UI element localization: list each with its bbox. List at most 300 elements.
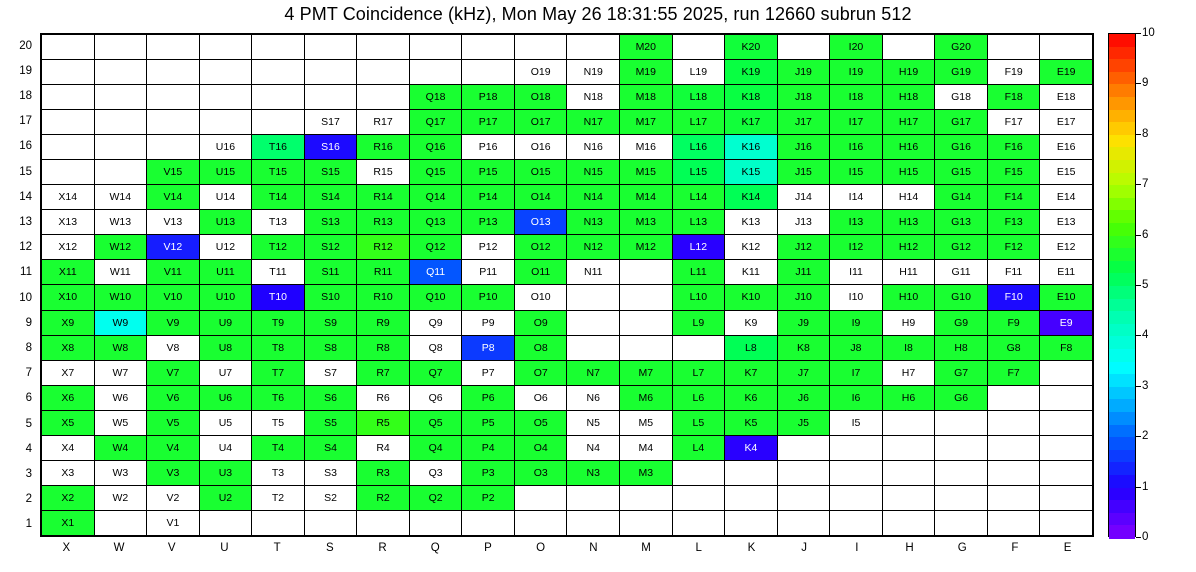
heatmap-cell: S13 xyxy=(304,210,357,235)
heatmap-cell-empty xyxy=(987,410,1040,435)
heatmap-cell: P9 xyxy=(462,310,515,335)
heatmap-cell: E16 xyxy=(1040,135,1093,160)
heatmap-cell: S16 xyxy=(304,135,357,160)
x-axis-tick-label: L xyxy=(695,542,702,554)
x-axis-tick-label: J xyxy=(801,542,808,554)
heatmap-cell: J15 xyxy=(777,160,830,185)
heatmap-cell-empty xyxy=(987,35,1040,60)
heatmap-cell: T13 xyxy=(252,210,305,235)
heatmap-cell-empty xyxy=(147,35,200,60)
heatmap-cell: T2 xyxy=(252,485,305,510)
colorbar-labels xyxy=(1138,27,1178,543)
heatmap-cell-empty xyxy=(725,510,778,535)
colorbar-segment xyxy=(1109,362,1135,375)
colorbar-segment xyxy=(1109,412,1135,425)
heatmap-cell-empty xyxy=(252,85,305,110)
heatmap-cell: G7 xyxy=(935,360,988,385)
heatmap-cell-empty xyxy=(304,85,357,110)
colorbar-tick-label: 10 xyxy=(1142,27,1155,39)
heatmap-cell: G8 xyxy=(987,335,1040,360)
heatmap-cell: Q4 xyxy=(409,435,462,460)
heatmap-cell-empty xyxy=(462,35,515,60)
colorbar-tick-label: 4 xyxy=(1142,329,1149,342)
heatmap-cell: Q16 xyxy=(409,135,462,160)
heatmap-cell: V8 xyxy=(147,335,200,360)
heatmap-cell-empty xyxy=(94,60,147,85)
heatmap-cell: V6 xyxy=(147,385,200,410)
heatmap-cell: X6 xyxy=(42,385,95,410)
heatmap-cell-empty xyxy=(462,60,515,85)
heatmap-cell: E11 xyxy=(1040,260,1093,285)
heatmap-cell: N4 xyxy=(567,435,620,460)
heatmap-cell-empty xyxy=(987,460,1040,485)
heatmap-cell: F11 xyxy=(987,260,1040,285)
heatmap-cell: N6 xyxy=(567,385,620,410)
heatmap-cell-empty xyxy=(252,60,305,85)
y-axis-tick-label: 7 xyxy=(25,367,32,380)
heatmap-cell: H15 xyxy=(882,160,935,185)
colorbar-tick-mark xyxy=(1136,537,1141,538)
heatmap-cell: F8 xyxy=(1040,335,1093,360)
x-axis-tick-label: H xyxy=(905,542,914,554)
heatmap-cell-empty xyxy=(882,460,935,485)
heatmap-cell: X8 xyxy=(42,335,95,360)
heatmap-cell: N7 xyxy=(567,360,620,385)
heatmap-cell: G10 xyxy=(935,285,988,310)
heatmap-cell: S4 xyxy=(304,435,357,460)
x-axis-tick-label: S xyxy=(326,542,334,554)
colorbar xyxy=(1108,33,1136,537)
heatmap-cell-empty xyxy=(1040,435,1093,460)
heatmap-cell: N3 xyxy=(567,460,620,485)
heatmap-cell-empty xyxy=(199,85,252,110)
colorbar-segment xyxy=(1109,349,1135,362)
heatmap-cell: J18 xyxy=(777,85,830,110)
colorbar-segment xyxy=(1109,248,1135,261)
heatmap-cell-empty xyxy=(672,335,725,360)
heatmap-row xyxy=(42,135,1093,160)
heatmap-cell: X10 xyxy=(42,285,95,310)
heatmap-cell-empty xyxy=(567,485,620,510)
heatmap-cell: L19 xyxy=(672,60,725,85)
heatmap-cell: Q15 xyxy=(409,160,462,185)
heatmap-cell: K19 xyxy=(725,60,778,85)
heatmap-cell: F15 xyxy=(987,160,1040,185)
x-axis-tick-label: Q xyxy=(430,542,440,554)
heatmap-cell: N17 xyxy=(567,110,620,135)
heatmap-cell: J16 xyxy=(777,135,830,160)
heatmap-cell-empty xyxy=(567,335,620,360)
heatmap-cell: S15 xyxy=(304,160,357,185)
heatmap-cell: L11 xyxy=(672,260,725,285)
heatmap-cell-empty xyxy=(304,60,357,85)
heatmap-cell: P13 xyxy=(462,210,515,235)
colorbar-segment xyxy=(1109,160,1135,173)
heatmap-cell: R15 xyxy=(357,160,410,185)
heatmap-cell: X9 xyxy=(42,310,95,335)
y-axis-tick-label: 1 xyxy=(25,518,32,531)
chart-title: 4 PMT Coincidence (kHz), Mon May 26 18:31:55 2025, run 12660 subrun 512 xyxy=(284,4,912,24)
heatmap-cell-empty xyxy=(672,510,725,535)
heatmap-cell: O13 xyxy=(514,210,567,235)
heatmap-cell: P5 xyxy=(462,410,515,435)
y-axis-tick-label: 17 xyxy=(19,115,32,128)
heatmap-cell: L4 xyxy=(672,435,725,460)
heatmap-cell: Q3 xyxy=(409,460,462,485)
heatmap-cell: U5 xyxy=(199,410,252,435)
heatmap-cell: J6 xyxy=(777,385,830,410)
heatmap-cell: H14 xyxy=(882,185,935,210)
x-axis-tick-label: X xyxy=(62,542,71,554)
heatmap-cell: F7 xyxy=(987,360,1040,385)
heatmap-cell-empty xyxy=(620,510,673,535)
colorbar-segment xyxy=(1109,122,1135,135)
y-axis-tick-label: 3 xyxy=(25,468,32,480)
colorbar-tick-label: 9 xyxy=(1142,77,1149,90)
heatmap-cell: I10 xyxy=(830,285,883,310)
heatmap-cell: K16 xyxy=(725,135,778,160)
heatmap-cell-empty xyxy=(199,510,252,535)
colorbar-segment xyxy=(1109,488,1135,501)
colorbar-segment xyxy=(1109,147,1135,160)
heatmap-row xyxy=(42,185,1093,210)
heatmap-cell-empty xyxy=(94,110,147,135)
heatmap-cell: X1 xyxy=(42,510,95,535)
heatmap-cell: X11 xyxy=(42,260,95,285)
heatmap-cell: X3 xyxy=(42,460,95,485)
x-axis-tick-label: K xyxy=(747,542,756,554)
heatmap-cell-empty xyxy=(42,85,95,110)
heatmap-cell: N5 xyxy=(567,410,620,435)
x-axis-tick-label: E xyxy=(1063,542,1072,554)
heatmap-cell: F9 xyxy=(987,310,1040,335)
heatmap-cell: M7 xyxy=(620,360,673,385)
heatmap-cell: V9 xyxy=(147,310,200,335)
heatmap-cell: N15 xyxy=(567,160,620,185)
heatmap-cell: U13 xyxy=(199,210,252,235)
heatmap-cell: Q8 xyxy=(409,335,462,360)
heatmap-cell: P11 xyxy=(462,260,515,285)
heatmap-cell: X4 xyxy=(42,435,95,460)
heatmap-cell: U14 xyxy=(199,185,252,210)
heatmap-cell: V4 xyxy=(147,435,200,460)
heatmap-cell: J7 xyxy=(777,360,830,385)
heatmap-cell: M15 xyxy=(620,160,673,185)
heatmap-cell: F16 xyxy=(987,135,1040,160)
heatmap-cell: H8 xyxy=(935,335,988,360)
heatmap-cell: T6 xyxy=(252,385,305,410)
heatmap-cell: T4 xyxy=(252,435,305,460)
heatmap-cell: W9 xyxy=(94,310,147,335)
heatmap-cell-empty xyxy=(42,110,95,135)
colorbar-segment xyxy=(1109,286,1135,299)
heatmap-cell: N19 xyxy=(567,60,620,85)
y-axis-tick-label: 14 xyxy=(19,190,32,203)
heatmap-cell: K15 xyxy=(725,160,778,185)
heatmap-cell: I7 xyxy=(830,360,883,385)
heatmap-cell: L8 xyxy=(725,335,778,360)
heatmap-cell: M12 xyxy=(620,235,673,260)
x-axis-tick-label: U xyxy=(220,542,229,554)
heatmap-cell-empty xyxy=(725,460,778,485)
y-axis-tick-label: 8 xyxy=(25,342,32,354)
heatmap-cell: G6 xyxy=(935,385,988,410)
heatmap-cell: U3 xyxy=(199,460,252,485)
heatmap-cell: T8 xyxy=(252,335,305,360)
x-axis-tick-label: N xyxy=(589,542,598,554)
heatmap-cell-empty xyxy=(882,435,935,460)
heatmap-cell: L16 xyxy=(672,135,725,160)
heatmap-cell: E19 xyxy=(1040,60,1093,85)
heatmap-cell: W11 xyxy=(94,260,147,285)
heatmap-cell: M20 xyxy=(620,35,673,60)
heatmap-cell: M5 xyxy=(620,410,673,435)
heatmap-cell: P4 xyxy=(462,435,515,460)
heatmap-cell: K17 xyxy=(725,110,778,135)
heatmap-cell: J11 xyxy=(777,260,830,285)
colorbar-tick-label: 8 xyxy=(1142,127,1149,140)
heatmap-cell: W8 xyxy=(94,335,147,360)
heatmap-cell: J19 xyxy=(777,60,830,85)
heatmap-cell-empty xyxy=(1040,485,1093,510)
x-axis-tick-label: O xyxy=(536,542,546,554)
heatmap-cell: K20 xyxy=(725,35,778,60)
heatmap-cell-empty xyxy=(830,460,883,485)
heatmap-cell: O17 xyxy=(514,110,567,135)
heatmap-cell: M17 xyxy=(620,110,673,135)
heatmap-cell: G19 xyxy=(935,60,988,85)
heatmap-cell: R13 xyxy=(357,210,410,235)
heatmap-row xyxy=(42,460,1093,485)
heatmap-cell: J8 xyxy=(830,335,883,360)
colorbar-segment xyxy=(1109,34,1135,47)
heatmap-cell: H6 xyxy=(882,385,935,410)
heatmap-cell-empty xyxy=(462,510,515,535)
heatmap-cell-empty xyxy=(567,510,620,535)
heatmap-cell: V3 xyxy=(147,460,200,485)
x-axis-tick-label: I xyxy=(855,542,859,554)
colorbar-tick-label: 1 xyxy=(1142,480,1149,493)
colorbar-segment xyxy=(1109,425,1135,438)
heatmap-cell-empty xyxy=(882,510,935,535)
heatmap-cell: S9 xyxy=(304,310,357,335)
heatmap-cell: J12 xyxy=(777,235,830,260)
heatmap-cell: M16 xyxy=(620,135,673,160)
heatmap-cell: H16 xyxy=(882,135,935,160)
heatmap-cell: K4 xyxy=(725,435,778,460)
heatmap-cell-empty xyxy=(147,60,200,85)
heatmap-cell-empty xyxy=(987,435,1040,460)
heatmap-cell: P7 xyxy=(462,360,515,385)
heatmap-cell: M14 xyxy=(620,185,673,210)
heatmap-cell: I15 xyxy=(830,160,883,185)
heatmap-cell: Q14 xyxy=(409,185,462,210)
heatmap-row xyxy=(42,60,1093,85)
heatmap-cell: G11 xyxy=(935,260,988,285)
heatmap-cell: Q2 xyxy=(409,485,462,510)
colorbar-tick-label: 7 xyxy=(1142,178,1149,191)
heatmap-cell: M18 xyxy=(620,85,673,110)
heatmap-cell: H7 xyxy=(882,360,935,385)
heatmap-cell: Q5 xyxy=(409,410,462,435)
heatmap-cell: O3 xyxy=(514,460,567,485)
heatmap-cell: T10 xyxy=(252,285,305,310)
heatmap-cell: I5 xyxy=(830,410,883,435)
y-axis-tick-label: 15 xyxy=(19,165,32,178)
heatmap-cell-empty xyxy=(830,435,883,460)
colorbar-segment xyxy=(1109,500,1135,513)
heatmap-cell: G14 xyxy=(935,185,988,210)
y-axis-labels xyxy=(0,33,36,537)
heatmap-cell: G18 xyxy=(935,85,988,110)
heatmap-plot xyxy=(40,33,1094,537)
heatmap-cell-empty xyxy=(672,35,725,60)
heatmap-cell: R11 xyxy=(357,260,410,285)
colorbar-segment xyxy=(1109,462,1135,475)
heatmap-cell-empty xyxy=(777,485,830,510)
heatmap-cell: P16 xyxy=(462,135,515,160)
heatmap-cell: E17 xyxy=(1040,110,1093,135)
heatmap-cell: G17 xyxy=(935,110,988,135)
heatmap-cell: E10 xyxy=(1040,285,1093,310)
heatmap-cell: L17 xyxy=(672,110,725,135)
heatmap-cell: S7 xyxy=(304,360,357,385)
heatmap-cell: L10 xyxy=(672,285,725,310)
colorbar-segment xyxy=(1109,223,1135,236)
colorbar-segment xyxy=(1109,97,1135,110)
colorbar-tick-label: 2 xyxy=(1142,430,1149,443)
heatmap-cell-empty xyxy=(777,460,830,485)
heatmap-cell: G15 xyxy=(935,160,988,185)
heatmap-cell: U10 xyxy=(199,285,252,310)
heatmap-cell: P18 xyxy=(462,85,515,110)
heatmap-cell: R6 xyxy=(357,385,410,410)
heatmap-cell: R14 xyxy=(357,185,410,210)
heatmap-cell: S8 xyxy=(304,335,357,360)
colorbar-segment xyxy=(1109,185,1135,198)
heatmap-row xyxy=(42,310,1093,335)
heatmap-cell: H13 xyxy=(882,210,935,235)
heatmap-cell: L18 xyxy=(672,85,725,110)
heatmap-cell: K6 xyxy=(725,385,778,410)
heatmap-cell: E9 xyxy=(1040,310,1093,335)
heatmap-cell: R5 xyxy=(357,410,410,435)
colorbar-segment xyxy=(1109,387,1135,400)
heatmap-cell: Q17 xyxy=(409,110,462,135)
heatmap-cell: H17 xyxy=(882,110,935,135)
heatmap-cell: U7 xyxy=(199,360,252,385)
heatmap-cell: H11 xyxy=(882,260,935,285)
heatmap-row xyxy=(42,210,1093,235)
heatmap-cell: K18 xyxy=(725,85,778,110)
heatmap-cell: U9 xyxy=(199,310,252,335)
heatmap-cell: W6 xyxy=(94,385,147,410)
heatmap-cell: I20 xyxy=(830,35,883,60)
colorbar-tick-label: 0 xyxy=(1142,531,1149,543)
heatmap-cell: M3 xyxy=(620,460,673,485)
heatmap-cell-empty xyxy=(199,60,252,85)
heatmap-cell: V1 xyxy=(147,510,200,535)
heatmap-cell: G16 xyxy=(935,135,988,160)
heatmap-cell-empty xyxy=(304,510,357,535)
colorbar-segment xyxy=(1109,437,1135,450)
heatmap-row xyxy=(42,485,1093,510)
heatmap-cell: W10 xyxy=(94,285,147,310)
heatmap-cell: O9 xyxy=(514,310,567,335)
heatmap-cell: N12 xyxy=(567,235,620,260)
y-axis-tick-label: 11 xyxy=(20,266,32,279)
heatmap-cell-empty xyxy=(777,35,830,60)
heatmap-cell-empty xyxy=(409,60,462,85)
colorbar-segment xyxy=(1109,236,1135,249)
heatmap-cell-empty xyxy=(94,135,147,160)
heatmap-cell: R3 xyxy=(357,460,410,485)
heatmap-cell: O10 xyxy=(514,285,567,310)
heatmap-cell: I19 xyxy=(830,60,883,85)
y-axis-tick-label: 4 xyxy=(25,442,32,455)
colorbar-segment xyxy=(1109,324,1135,337)
heatmap-cell: R17 xyxy=(357,110,410,135)
heatmap-cell-empty xyxy=(935,460,988,485)
heatmap-cell: G20 xyxy=(935,35,988,60)
heatmap-cell: J17 xyxy=(777,110,830,135)
heatmap-cell-empty xyxy=(935,410,988,435)
heatmap-cell: W2 xyxy=(94,485,147,510)
x-axis-tick-label: T xyxy=(273,542,281,554)
y-axis-tick-label: 9 xyxy=(25,316,32,329)
heatmap-cell: U11 xyxy=(199,260,252,285)
heatmap-cell: J14 xyxy=(777,185,830,210)
heatmap-row xyxy=(42,435,1093,460)
heatmap-cell: M6 xyxy=(620,385,673,410)
y-axis-tick-label: 16 xyxy=(19,140,32,153)
heatmap-cell: H10 xyxy=(882,285,935,310)
heatmap-cell: U16 xyxy=(199,135,252,160)
heatmap-cell: Q9 xyxy=(409,310,462,335)
x-axis-tick-label: V xyxy=(167,542,176,554)
heatmap-cell: J10 xyxy=(777,285,830,310)
heatmap-cell: O16 xyxy=(514,135,567,160)
heatmap-cell-empty xyxy=(357,35,410,60)
colorbar-segment xyxy=(1109,299,1135,312)
heatmap-cell-empty xyxy=(357,60,410,85)
heatmap-cell-empty xyxy=(620,285,673,310)
heatmap-cell-empty xyxy=(147,110,200,135)
heatmap-cell-empty xyxy=(42,60,95,85)
heatmap-cell: R7 xyxy=(357,360,410,385)
colorbar-tick-label: 3 xyxy=(1142,379,1149,392)
heatmap-cell: F10 xyxy=(987,285,1040,310)
colorbar-segment xyxy=(1109,261,1135,274)
heatmap-cell-empty xyxy=(830,510,883,535)
heatmap-cell: Q18 xyxy=(409,85,462,110)
heatmap-cell: W14 xyxy=(94,185,147,210)
heatmap-cell: O7 xyxy=(514,360,567,385)
heatmap-cell-empty xyxy=(94,160,147,185)
y-axis-tick-label: 20 xyxy=(19,39,32,52)
heatmap-cell: O11 xyxy=(514,260,567,285)
colorbar-segment xyxy=(1109,47,1135,60)
heatmap-cell: Q10 xyxy=(409,285,462,310)
y-axis-tick-label: 13 xyxy=(19,216,32,228)
heatmap-cell-empty xyxy=(830,485,883,510)
colorbar-segment xyxy=(1109,72,1135,85)
colorbar-segment xyxy=(1109,110,1135,123)
heatmap-cell-empty xyxy=(1040,35,1093,60)
heatmap-cell-empty xyxy=(882,485,935,510)
heatmap-cell: P2 xyxy=(462,485,515,510)
heatmap-cell: W13 xyxy=(94,210,147,235)
